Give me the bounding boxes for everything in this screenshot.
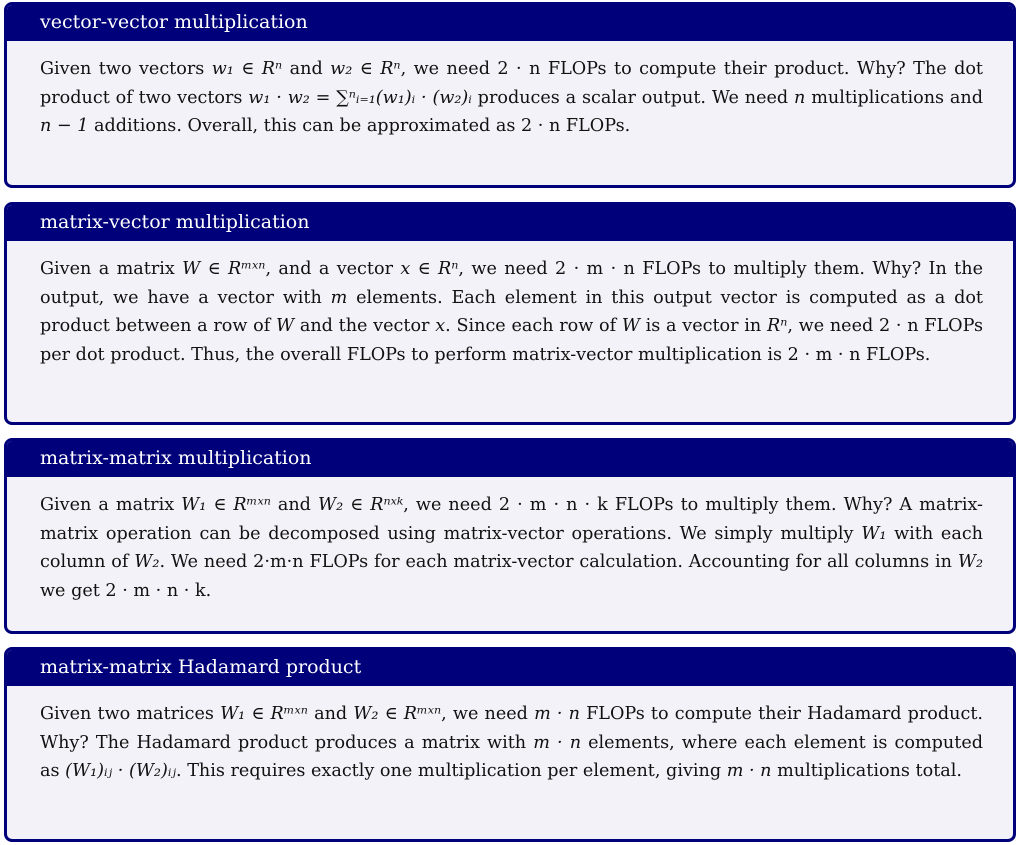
text: FLOPs to multiply them. Why? In the output, we have a vector with (40, 259, 983, 308)
text: elements, where each element is computed as (40, 732, 983, 781)
text: . We need (159, 552, 254, 572)
math: m · n (726, 761, 772, 781)
math: 2 · n (879, 316, 919, 336)
math: W₂ ∈ Rᵐˣⁿ (353, 704, 442, 724)
box-title: matrix-matrix Hadamard product (7, 650, 1013, 686)
text: FLOPs to multiply them. Why? A matrix-matrix operation can be decomposed using matrix-vector operations. We simply multiply (40, 495, 984, 544)
math: w₁ · w₂ = ∑ⁿᵢ₌₁(w₁)ᵢ · (w₂)ᵢ (248, 87, 472, 108)
math: 2 · n (497, 59, 541, 79)
math: W₂ (957, 552, 983, 572)
text: and (282, 59, 331, 79)
vector-vector-box (4, 2, 1016, 188)
math: Rⁿ (766, 316, 788, 336)
math: 2 · n (521, 116, 561, 136)
math: (W₁)ᵢⱼ · (W₂)ᵢⱼ (65, 761, 177, 781)
text: produces a scalar output. We need (471, 87, 795, 108)
matrix-vector-box (4, 202, 1016, 425)
text: FLOPs. (860, 344, 931, 365)
text: we get (40, 580, 106, 601)
math: 2 · m · n · k (105, 580, 206, 601)
text: , and a vector (265, 259, 401, 279)
box-body (7, 41, 1013, 141)
math: w₂ ∈ Rⁿ (330, 59, 401, 79)
box-body (7, 477, 1013, 605)
math: m · n (534, 704, 580, 724)
math: x (435, 316, 446, 336)
box-title: vector-vector multiplication (7, 5, 1013, 41)
math: w₁ ∈ Rⁿ (211, 59, 283, 79)
math: m · n (533, 732, 582, 753)
text: , we need (400, 59, 498, 79)
text: is a vector in (639, 316, 767, 336)
math: m (330, 287, 348, 308)
math: 2 · m · n (787, 344, 861, 365)
math: 2·m·n (253, 552, 304, 572)
text: Given two vectors (40, 59, 212, 79)
math: 2 · m · n · k (498, 495, 608, 515)
math: W₁ (861, 523, 887, 544)
text: Given two matrices (40, 704, 221, 724)
text: and the vector (294, 316, 436, 336)
text: . This requires exactly one multiplication per element, giving (176, 761, 727, 781)
text: , we need (787, 316, 879, 336)
hadamard-product-box (4, 647, 1016, 842)
text: FLOPs. (560, 116, 631, 136)
text: Given a matrix (40, 495, 182, 515)
text: FLOPs to compute their product. Why? The dot product of two vectors (40, 59, 983, 108)
math: W₁ ∈ Rᵐˣⁿ (181, 495, 271, 515)
math: W₂ (134, 552, 160, 572)
math: W₁ ∈ Rᵐˣⁿ (220, 704, 308, 724)
math: W (621, 316, 640, 336)
math: n (794, 87, 806, 108)
text: , we need (441, 704, 535, 724)
box-title: matrix-matrix multiplication (7, 441, 1013, 477)
math: 2 · m · n (555, 259, 635, 279)
box-body (7, 686, 1013, 786)
text: . (205, 580, 212, 601)
text: and (270, 495, 318, 515)
text: , we need (403, 495, 499, 515)
text: FLOPs for each matrix-vector calculation. Accounting for all columns in (303, 552, 958, 572)
math: n − 1 (40, 116, 89, 136)
text: . Since each row of (445, 316, 622, 336)
box-title: matrix-vector multiplication (7, 205, 1013, 241)
math: W₂ ∈ Rⁿˣᵏ (318, 495, 404, 515)
text: multiplications total. (771, 761, 962, 781)
text: FLOPs per dot product. Thus, the overall FLOPs to perform matrix-vector multiplication is (40, 316, 983, 365)
text: additions. Overall, this can be approximated as (88, 116, 522, 136)
matrix-matrix-box (4, 438, 1016, 634)
math: x ∈ Rⁿ (400, 259, 459, 279)
math: W (276, 316, 295, 336)
text: Given a matrix (40, 259, 183, 279)
box-body (7, 241, 1013, 369)
text: with each column of (40, 523, 984, 572)
text: , we need (458, 259, 556, 279)
text: multiplications and (805, 87, 983, 108)
math: W ∈ Rᵐˣⁿ (182, 259, 266, 279)
text: and (307, 704, 354, 724)
text: FLOPs to compute their Hadamard product. Why? The Hadamard product produces a matrix with (40, 704, 984, 753)
text: elements. Each element in this output vector is computed as a dot product between a row of (40, 287, 983, 336)
